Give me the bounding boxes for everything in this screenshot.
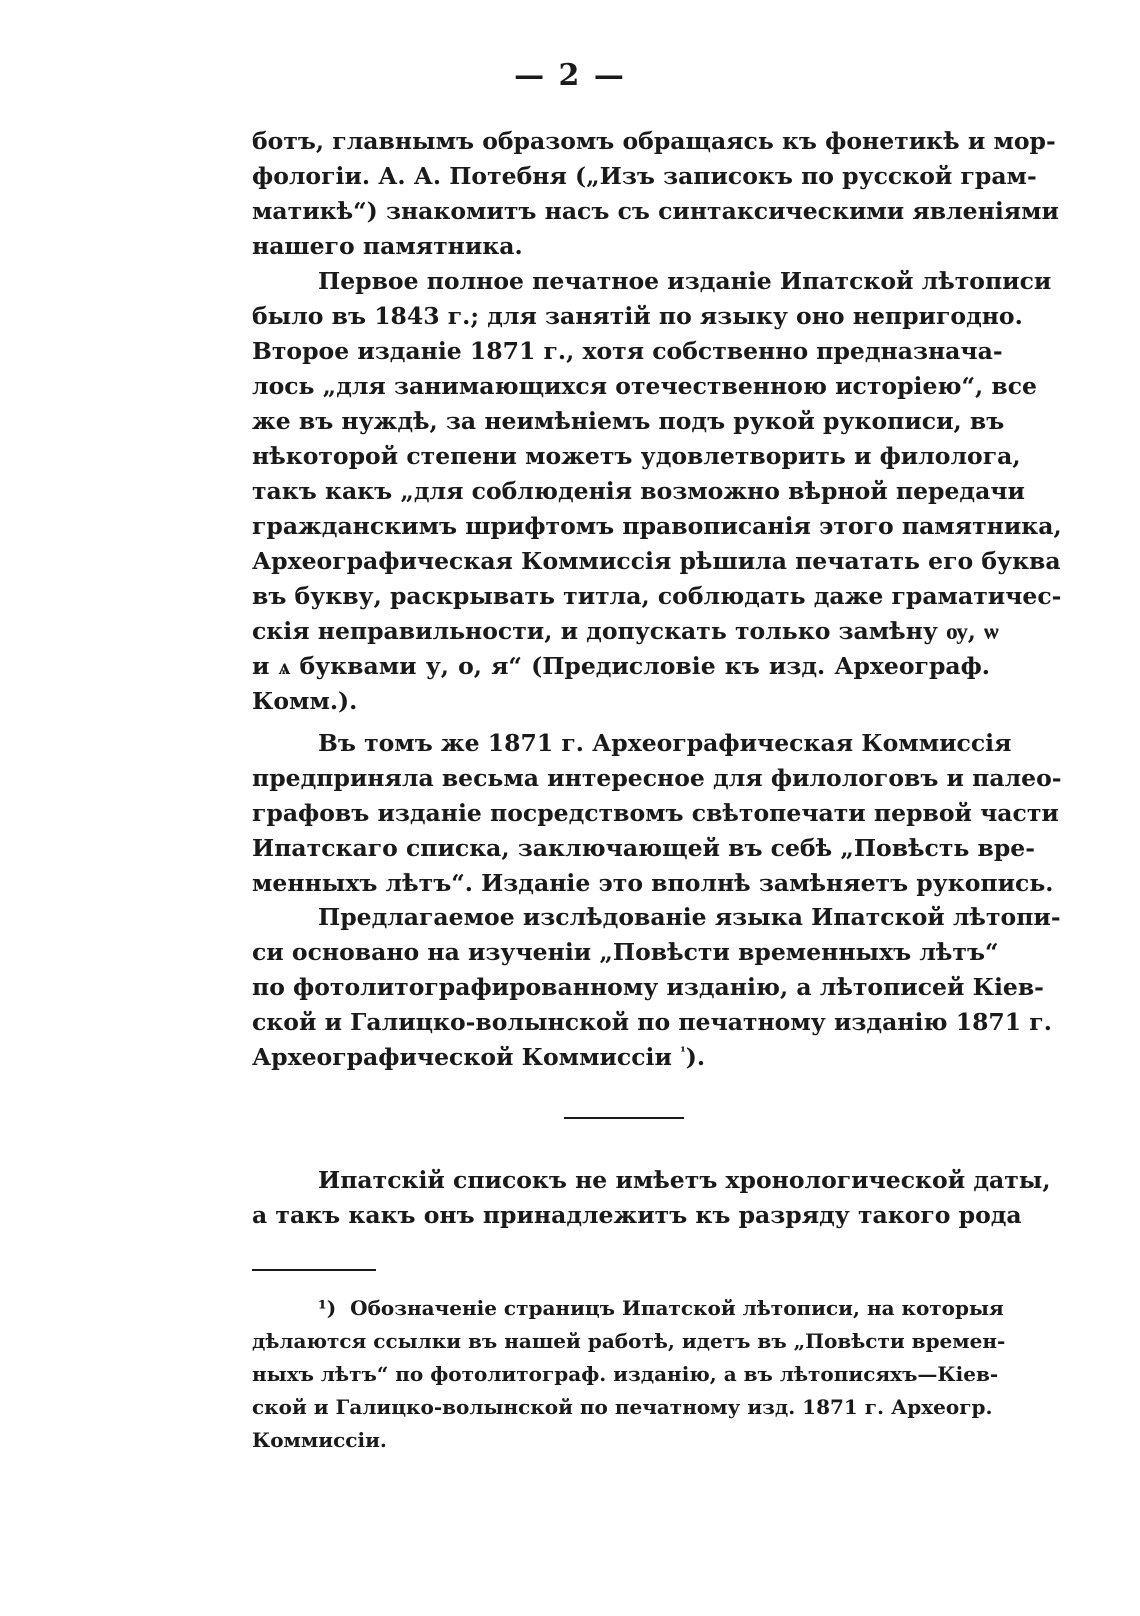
- footnote-line: Обозначеніе страницъ Ипатской лѣтописи, на которыя: [350, 1296, 1004, 1320]
- text-line: ской и Галицко-волынской по печатному изданію 1871 г.: [252, 1008, 1052, 1036]
- text-line: си основано на изученіи „Повѣсти временныхъ лѣтъ“: [252, 938, 999, 966]
- text-line: Предлагаемое изслѣдованіе языка Ипатской лѣтопи-: [318, 903, 1061, 931]
- text-line: нѣкоторой степени можетъ удовлетворить и филолога,: [252, 442, 1021, 470]
- paragraph-study: [252, 900, 1061, 1075]
- footnote-line: ской и Галицко-волынской по печатному изд. 1871 г. Археогр.: [252, 1395, 993, 1419]
- text-line: по фотолитографированному изданію, а лѣтописей Кіев-: [252, 973, 1044, 1001]
- text-line: скія неправильности, и допускать только замѣну ѹ, ѡ: [252, 617, 999, 645]
- text-line: графовъ изданіе посредствомъ свѣтопечати первой части: [252, 799, 1059, 827]
- text-line: и ѧ буквами у, о, я“ (Предисловіе къ изд. Археограф.: [252, 652, 990, 680]
- footnote-line: дѣлаются ссылки въ нашей работѣ, идетъ въ „Повѣсти времен-: [252, 1329, 1006, 1353]
- text-line: Археографическая Коммиссія рѣшила печатать его буква: [252, 547, 1061, 575]
- footnote-ref: ¹: [680, 1045, 686, 1060]
- text-line: нашего памятника.: [252, 232, 523, 260]
- paragraph-hypatian: [252, 1163, 1051, 1233]
- footnote: [252, 1292, 1006, 1457]
- text-line: менныхъ лѣтъ“. Изданіе это вполнѣ замѣняетъ рукопись.: [252, 869, 1054, 897]
- section-divider: [564, 1117, 684, 1119]
- text-line: Археографической Коммиссіи: [252, 1043, 672, 1071]
- text-line: было въ 1843 г.; для занятій по языку оно непригодно.: [252, 302, 1023, 330]
- paragraph-photolitho: [252, 726, 1062, 901]
- footnote-divider: [252, 1269, 376, 1271]
- text-line: Второе изданіе 1871 г., хотя собственно предназнача-: [252, 337, 1003, 365]
- footnote-first-line: [252, 1292, 1004, 1325]
- text-line: фологіи. А. А. Потебня („Изъ записокъ по русской грам-: [252, 162, 1037, 190]
- text-line: предприняла весьма интересное для филологовъ и палео-: [252, 764, 1062, 792]
- text-line: ботъ, главнымъ образомъ обращаясь къ фонетикѣ и мор-: [252, 127, 1056, 155]
- paragraph-intro: [252, 124, 1059, 264]
- paragraph-editions: [252, 264, 1062, 719]
- text-line-with-footnote: [252, 1040, 990, 1075]
- text-line: такъ какъ „для соблюденія возможно вѣрной передачи: [252, 477, 1025, 505]
- page-number: — 2 —: [514, 58, 626, 93]
- text-line: Въ томъ же 1871 г. Археографическая Коммиссія: [318, 729, 1012, 757]
- text-line: гражданскимъ шрифтомъ правописанія этого памятника,: [252, 512, 1062, 540]
- footnote-line: ныхъ лѣтъ“ по фотолитограф. изданію, а въ лѣтописяхъ—Кіев-: [252, 1362, 999, 1386]
- text-line: Ипатскаго списка, заключающей въ себѣ „Повѣсть вре-: [252, 834, 1036, 862]
- footnote-marker: ¹): [318, 1296, 337, 1320]
- text-line: Комм.).: [252, 687, 358, 715]
- text-line: матикѣ“) знакомитъ насъ съ синтаксическими явленіями: [252, 197, 1059, 225]
- text-line: а такъ какъ онъ принадлежитъ къ разряду такого рода: [252, 1201, 1022, 1229]
- text-line: Первое полное печатное изданіе Ипатской лѣтописи: [318, 267, 1052, 295]
- footnote-line: Коммиссіи.: [252, 1428, 387, 1452]
- text-line: лось „для занимающихся отечественною исторіею“, все: [252, 372, 1037, 400]
- text-line-end: ).: [685, 1043, 706, 1071]
- text-line: же въ нуждѣ, за неимѣніемъ подъ рукой рукописи, въ: [252, 407, 1005, 435]
- text-line: Ипатскій списокъ не имѣетъ хронологической даты,: [318, 1166, 1051, 1194]
- text-line: въ букву, раскрывать титла, соблюдать даже граматичес-: [252, 582, 1062, 610]
